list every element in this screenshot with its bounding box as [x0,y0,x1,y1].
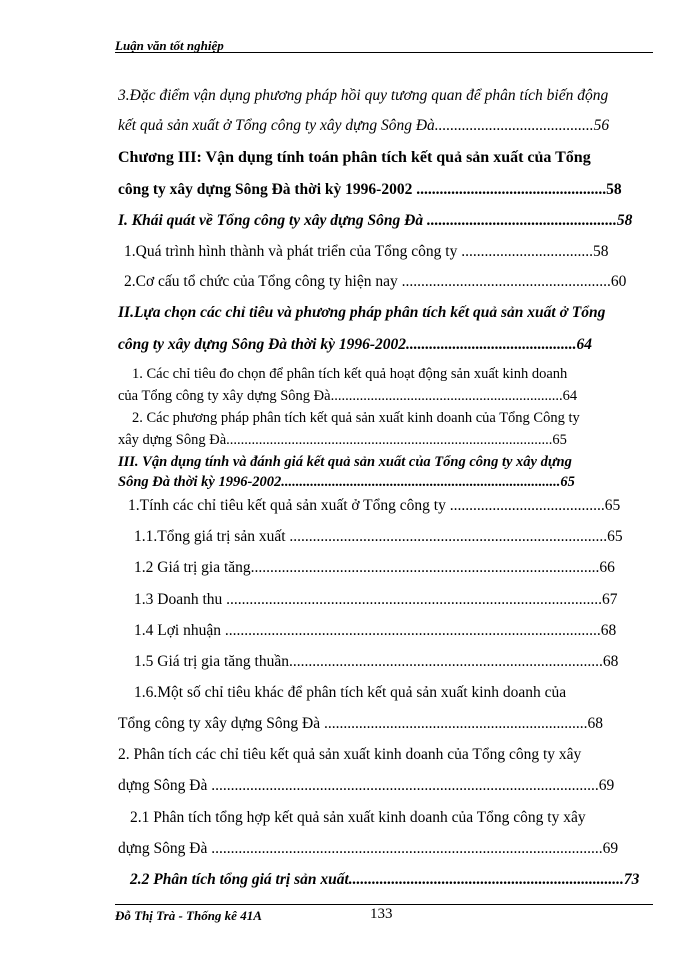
toc-line: 1.4 Lợi nhuận .................................................................................................68 [134,622,617,639]
toc-line: 1.Tính các chỉ tiêu kết quả sản xuất ở Tổng công ty ........................................65 [128,497,621,514]
toc-line: dựng Sông Đà ....................................................................................................69 [118,777,615,794]
toc-section-title: công ty xây dựng Sông Đà thời kỳ 1996-2002............................................64 [118,336,592,353]
toc-line: 2.Cơ cấu tổ chức của Tổng công ty hiện nay ......................................................60 [124,273,627,290]
toc-line: kết quả sản xuất ở Tổng công ty xây dựng Sông Đà.........................................56 [118,117,610,134]
toc-line: xây dựng Sông Đà..........................................................................................65 [118,432,567,448]
footer-rule [115,904,653,905]
running-header: Luận văn tốt nghiệp [115,38,224,53]
toc-section-title: Sông Đà thời kỳ 1996-2002.............................................................................65 [118,474,575,490]
toc-line: dựng Sông Đà .....................................................................................................69 [118,840,619,857]
toc-section-title: II.Lựa chọn các chỉ tiêu và phương pháp phân tích kết quả sản xuất ở Tổng [118,304,606,321]
toc-line: 2. Các phương pháp phân tích kết quả sản xuất kinh doanh của Tổng Công ty [132,410,580,426]
toc-section-title: III. Vận dụng tính và đánh giá kết quả sản xuất của Tổng công ty xây dựng [118,454,572,470]
toc-line: 3.Đặc điểm vận dụng phương pháp hồi quy tương quan để phân tích biến động [118,87,609,104]
toc-line: Tổng công ty xây dựng Sông Đà ....................................................................68 [118,715,604,732]
toc-chapter-title: Chương III: Vận dụng tính toán phân tích kết quả sản xuất của Tổng [118,149,591,166]
toc-line: 1.5 Giá trị gia tăng thuần.................................................................................68 [134,653,619,670]
toc-line: 1.6.Một số chỉ tiêu khác để phân tích kết quả sản xuất kinh doanh của [134,684,567,701]
toc-chapter-title: công ty xây dựng Sông Đà thời kỳ 1996-2002 .................................................58 [118,181,622,198]
toc-line: 1. Các chỉ tiêu đo chọn để phân tích kết quả hoạt động sản xuất kinh doanh [132,366,568,382]
header-rule [115,52,653,53]
toc-line: 1.3 Doanh thu .................................................................................................67 [134,591,618,608]
footer-author: Đỗ Thị Trà - Thống kê 41A [115,908,262,923]
toc-section-title: 2.2 Phân tích tổng giá trị sản xuất.......................................................................73 [130,871,640,888]
toc-line: 1.Quá trình hình thành và phát triển của Tổng công ty ..................................58 [124,243,609,260]
toc-line: 2.1 Phân tích tổng hợp kết quả sản xuất kinh doanh của Tổng công ty xây [130,809,586,826]
toc-line: 1.2 Giá trị gia tăng..........................................................................................66 [134,559,615,576]
toc-section-title: I. Khái quát về Tổng công ty xây dựng Sông Đà .................................................58 [118,212,633,229]
toc-line: của Tổng công ty xây dựng Sông Đà................................................................64 [118,388,578,404]
toc-line: 1.1.Tổng giá trị sản xuất ..................................................................................65 [134,528,623,545]
toc-line: 2. Phân tích các chỉ tiêu kết quả sản xuất kinh doanh của Tổng công ty xây [118,746,582,763]
page-number: 133 [370,906,393,922]
